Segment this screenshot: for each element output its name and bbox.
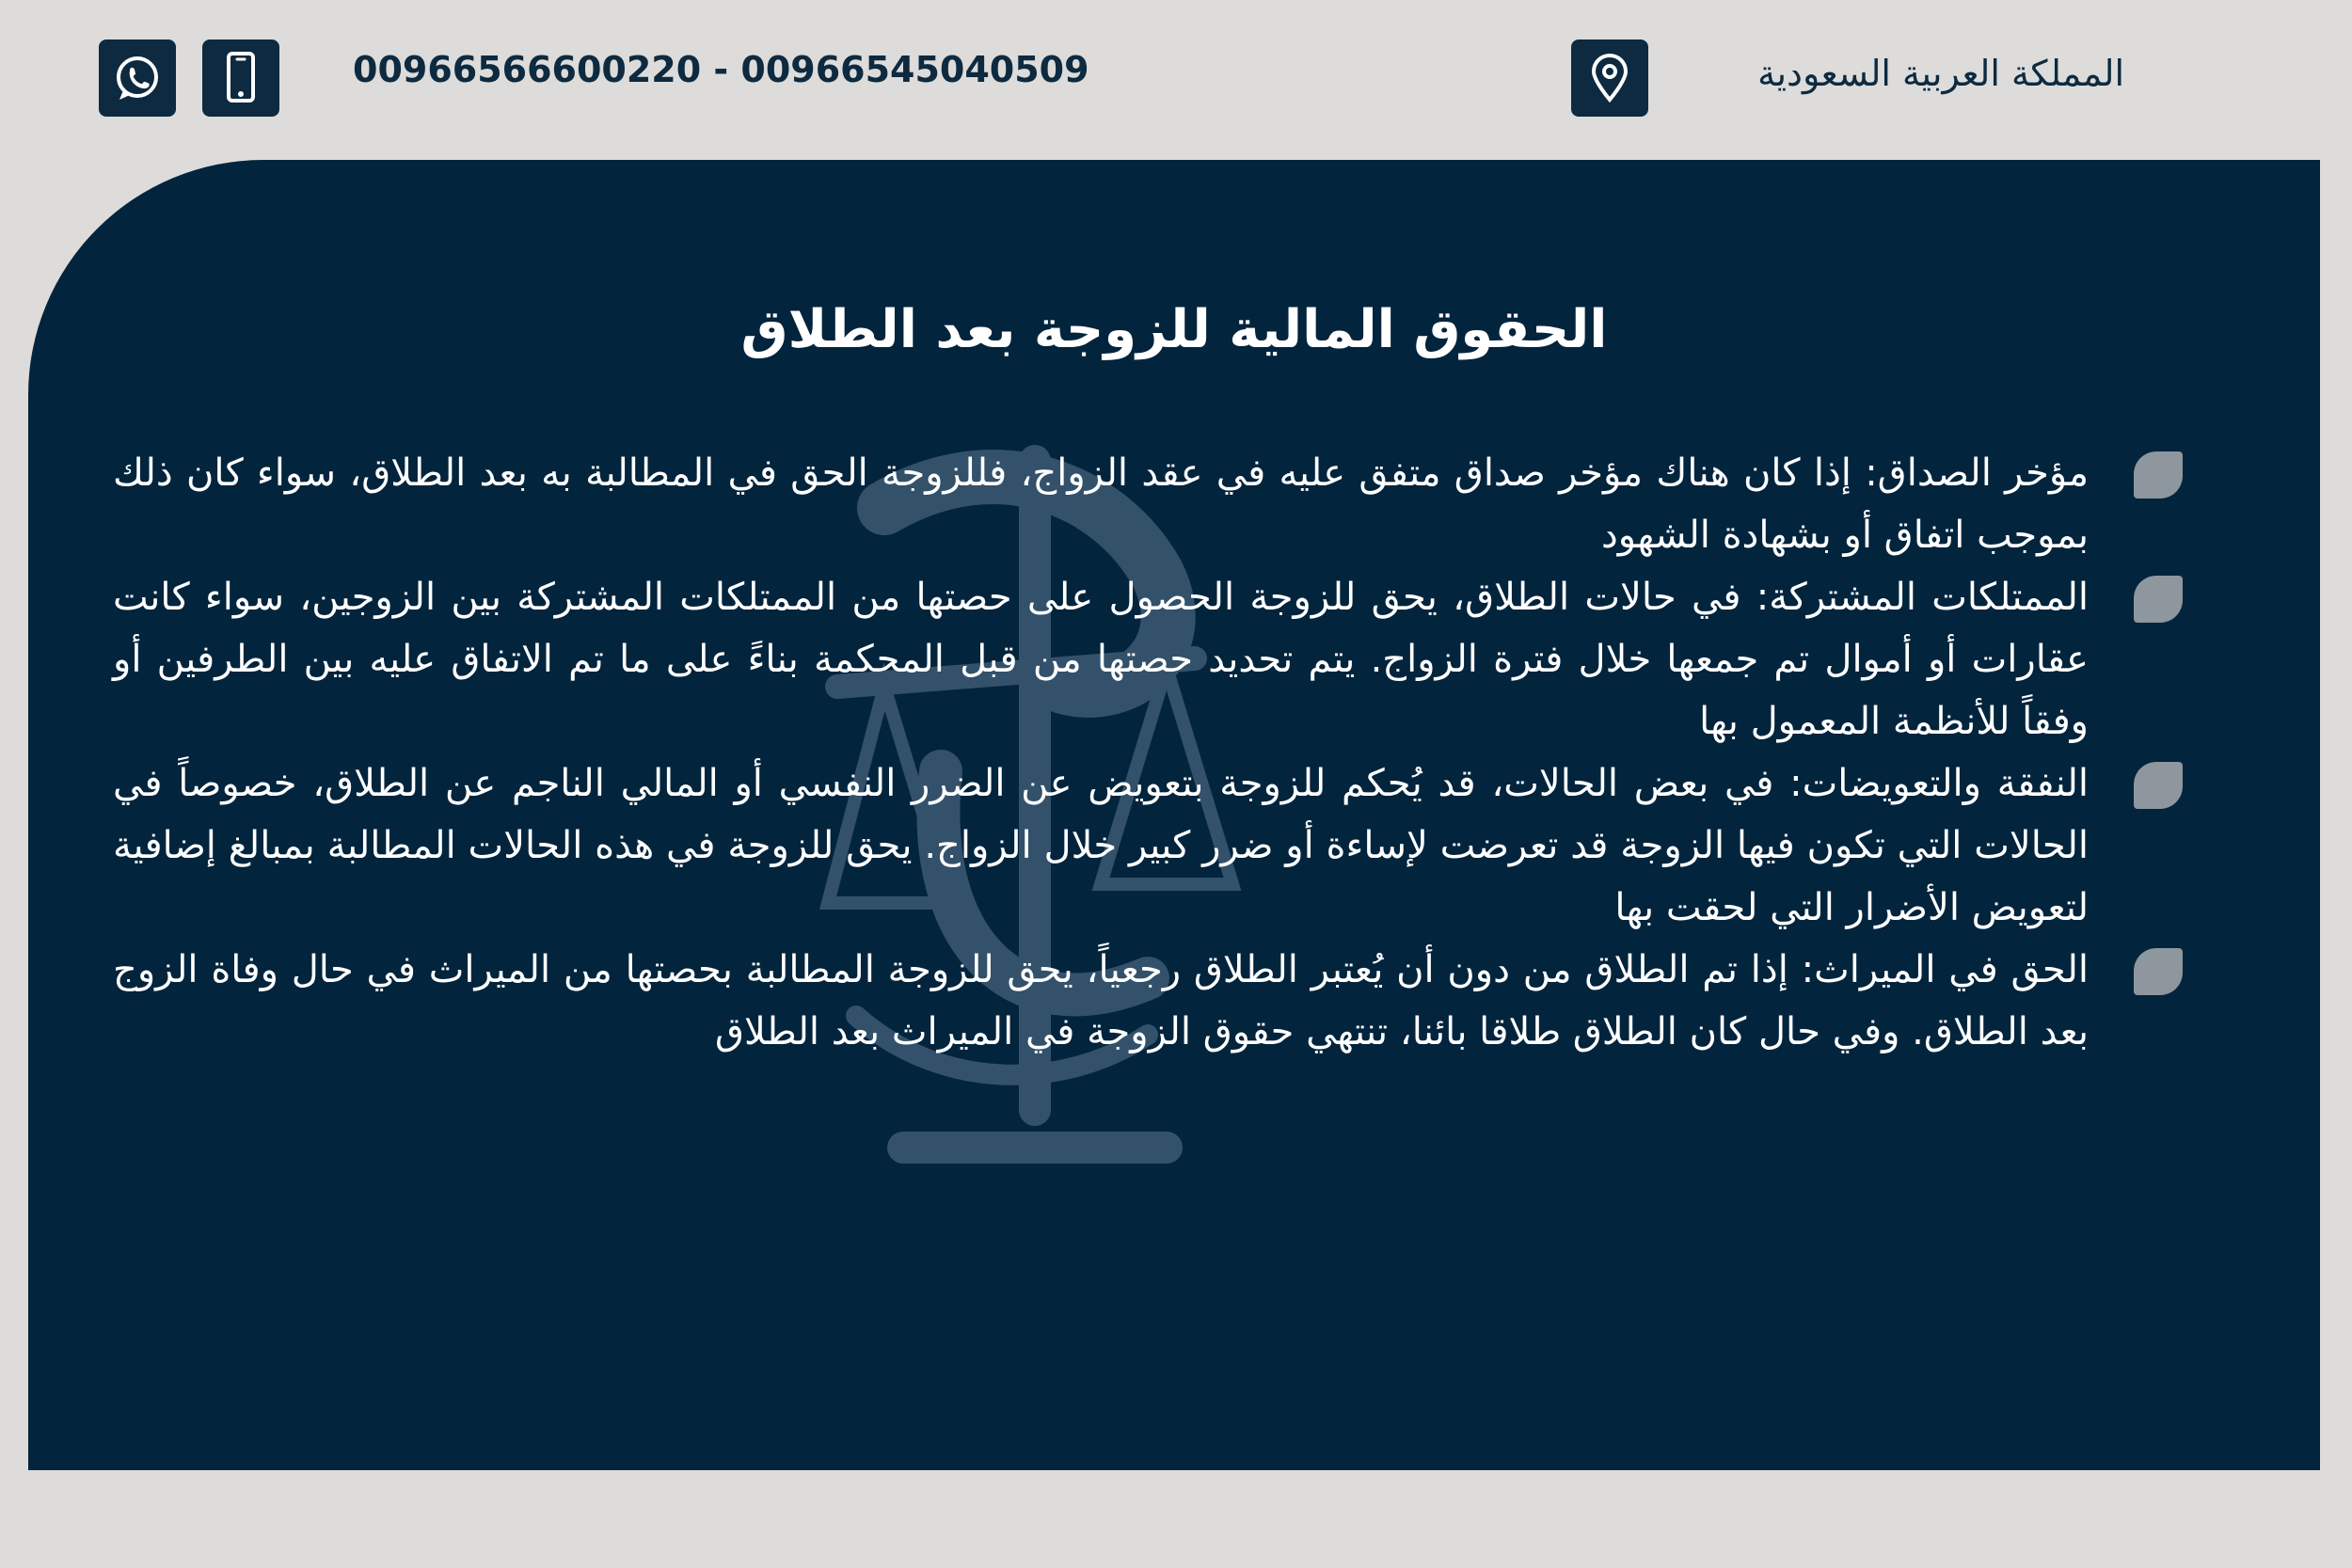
phone-button[interactable]: [202, 40, 279, 117]
contact-phone-numbers[interactable]: 00966566600220 - 00966545040509: [353, 49, 1089, 90]
page-title: الحقوق المالية للزوجة بعد الطلاق: [740, 299, 1608, 360]
list-item-text: مؤخر الصداق: إذا كان هناك مؤخر صداق متفق عليه في عقد الزواج، فللزوجة الحق في المطالبة به بعد الطلاق، سواء كان ذلك بموجب اتفاق أو بشهادة الشهود: [113, 451, 2089, 557]
list-item: [113, 566, 2183, 752]
rights-list: [113, 442, 2183, 1063]
list-item: [113, 752, 2183, 939]
bullet-icon: [2134, 576, 2183, 623]
bullet-icon: [2134, 762, 2183, 809]
mobile-phone-icon: [202, 40, 279, 117]
country-label: المملكة العربية السعودية: [1757, 53, 2124, 94]
whatsapp-icon: [99, 40, 176, 117]
list-item-text: الممتلكات المشتركة: في حالات الطلاق، يحق للزوجة الحصول على حصتها من الممتلكات المشتركة بين الزوجين، سواء كانت عقارات أو أموال تم جمعها خلال فترة الزواج. يتم تحديد حصتها من قبل المحكمة بناءً على ما تم الاتفاق عليه بين الطرفين أو وفقاً للأنظمة المعمول بها: [113, 576, 2089, 743]
content-panel: [28, 160, 2320, 1470]
list-item: [113, 939, 2183, 1063]
location-button[interactable]: [1571, 40, 1648, 117]
bullet-icon: [2134, 451, 2183, 499]
list-item-text: النفقة والتعويضات: في بعض الحالات، قد يُحكم للزوجة بتعويض عن الضرر النفسي أو المالي الناجم عن الطلاق، خصوصاً في الحالات التي تكون فيها الزوجة قد تعرضت لإساءة أو ضرر كبير خلال الزواج. يحق للزوجة في هذه الحالات المطالبة بمبالغ إضافية لتعويض الأضرار التي لحقت بها: [113, 762, 2089, 929]
whatsapp-button[interactable]: [99, 40, 176, 117]
top-bar: [0, 0, 2352, 150]
list-item: [113, 442, 2183, 566]
bullet-icon: [2134, 948, 2183, 995]
list-item-text: الحق في الميراث: إذا تم الطلاق من دون أن يُعتبر الطلاق رجعياً، يحق للزوجة المطالبة بحصتها من الميراث في حال وفاة الزوج بعد الطلاق. وفي حال كان الطلاق طلاقا بائنا، تنتهي حقوق الزوجة في الميراث بعد الطلاق: [113, 948, 2089, 1053]
location-pin-icon: [1571, 40, 1648, 117]
